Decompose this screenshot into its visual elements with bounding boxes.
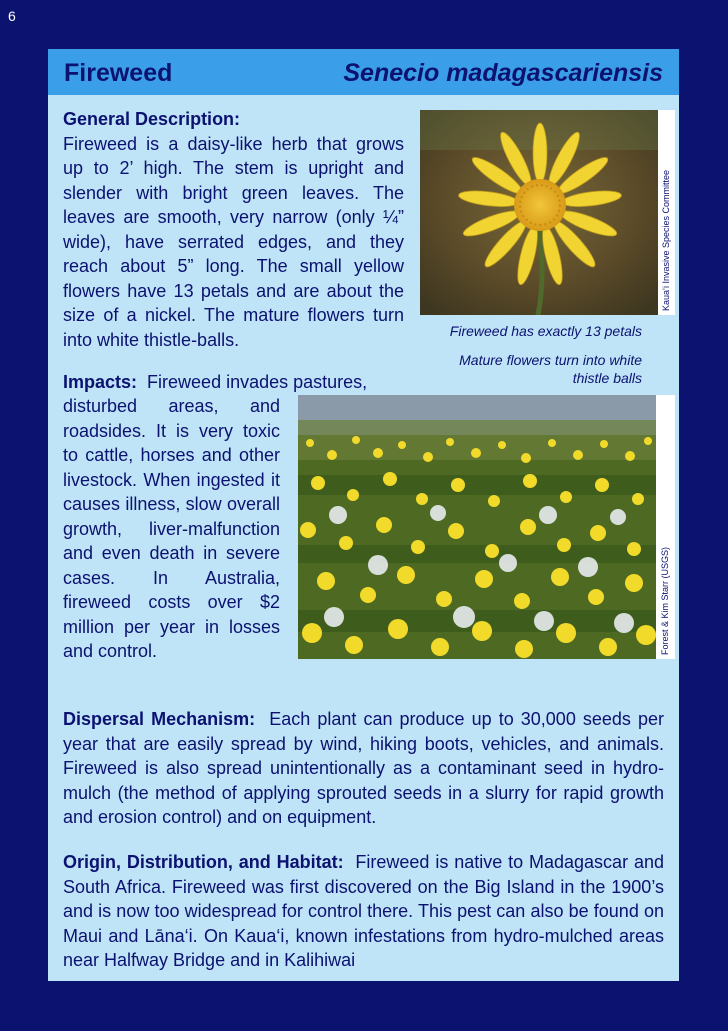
photo2-caption-line1: Mature flowers turn into white	[459, 352, 642, 368]
origin-heading: Origin, Distribution, and Habitat:	[63, 852, 344, 872]
flower-field-photo	[298, 395, 656, 659]
origin-body: Fireweed is native to Madagascar and South Africa. Fireweed was first discovered on the Big Island in the 1900’s and is now too widespread for control there. This pest can also be found on Maui and Lāna‘i. On Kaua‘i, known infestations from hydro-mulched areas near Halfway Bridge and in Kalihiwai	[63, 852, 664, 970]
flower-closeup-image	[420, 110, 658, 315]
impacts-lead	[63, 370, 404, 395]
flower-field-image	[298, 395, 656, 659]
common-name-title: Fireweed	[64, 59, 173, 87]
general-description-heading: General Description:	[63, 109, 241, 129]
photo1-credit: Kaua‘i Invasive Species Committee	[661, 169, 671, 311]
dispersal-body: Each plant can produce up to 30,000 seeds per year that are easily spread by wind, hiking boots, vehicles, and animals. Fireweed is also spread unintentionally as a contaminant seed in hydro-mulch (the method of applying sprouted seeds in a slurry for rapid growth and erosion control) and on equipment.	[63, 709, 664, 827]
photo2-caption	[420, 351, 642, 387]
content-panel	[48, 49, 679, 981]
scientific-name-title: Senecio madagascariensis	[343, 59, 663, 87]
impacts-heading: Impacts:	[63, 372, 138, 392]
photo2-caption-line2: thistle balls	[572, 370, 642, 386]
impacts-lead-text: Fireweed invades pastures,	[147, 372, 368, 392]
flower-closeup-photo	[420, 110, 658, 315]
page-number: 6	[8, 8, 16, 24]
origin-section	[63, 850, 664, 973]
photo1-caption: Fireweed has exactly 13 petals	[449, 323, 642, 339]
general-description-body: Fireweed is a daisy-like herb that grows up to 2’ high. The stem is upright and slender with bright green leaves. The leaves are smooth, very narrow (only ¼” wide), have serrated edges, and they reach about 5” long. The small yellow flowers have 13 petals and are about the size of a nickel. The mature flowers turn into white thistle-balls.	[63, 133, 404, 350]
photo2-credit: Forest & Kim Starr (USGS)	[660, 546, 670, 655]
dispersal-heading: Dispersal Mechanism:	[63, 709, 256, 729]
dispersal-section	[63, 707, 664, 830]
general-description	[63, 107, 404, 352]
impacts-body: disturbed areas, and roadsides. It is very toxic to cattle, horses and other livestock. When ingested it causes illness, slow overall growth, liver-malfunction and even death in severe cases. In Australia, fireweed costs over $2 million per year in losses and control.	[63, 396, 280, 661]
title-bar	[48, 49, 679, 95]
